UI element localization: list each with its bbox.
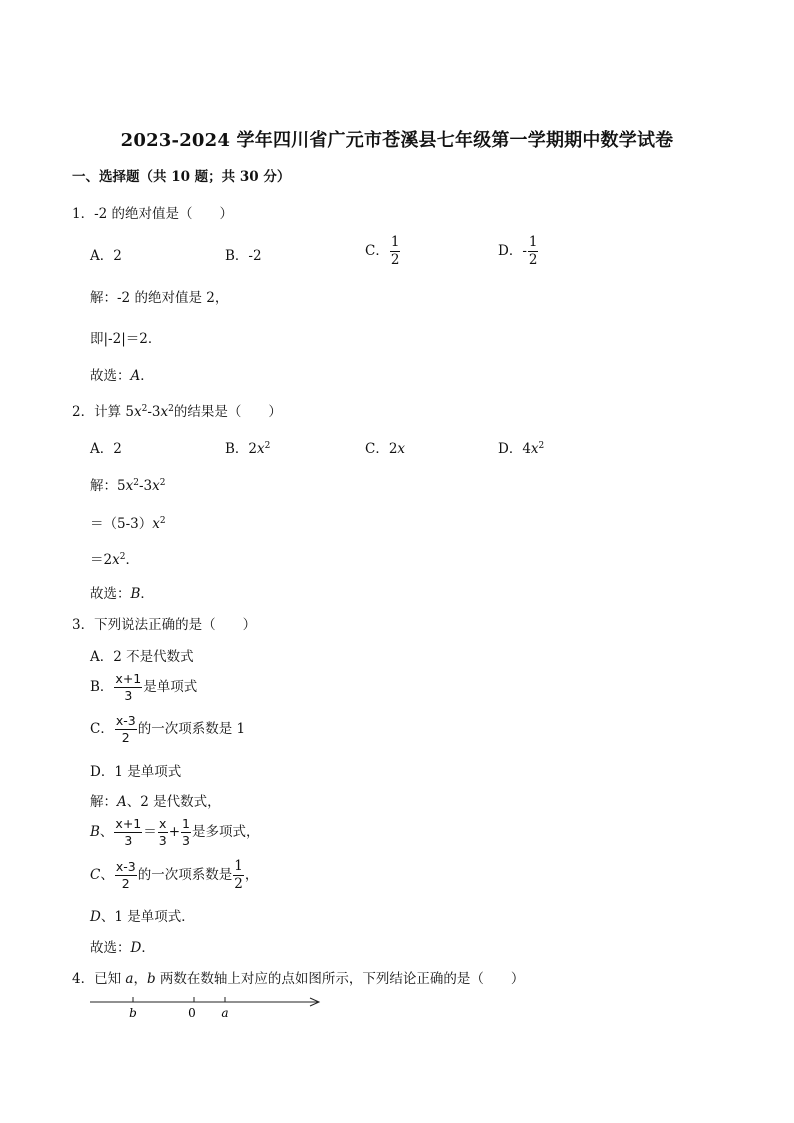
text: ．	[125, 552, 139, 568]
text: ，	[244, 867, 259, 883]
text: 两数在数轴上对应的点如图所示，下列结论正确的是（ ）	[155, 971, 525, 987]
fraction	[233, 860, 244, 891]
option-label: B．	[90, 679, 114, 695]
label-b: b	[129, 1006, 137, 1020]
question-3-stem: 3．下列说法正确的是（ ）	[72, 617, 257, 633]
q3-option-d: D．1 是单项式	[90, 764, 182, 780]
variable: x	[152, 478, 160, 494]
fraction-numerator: 1	[182, 816, 190, 831]
text: 、	[99, 824, 114, 840]
text: 解：5	[90, 478, 126, 494]
fraction-denominator: 3	[124, 832, 133, 848]
q1-option-a: A．2	[90, 248, 122, 264]
answer-suffix: ．	[140, 368, 154, 384]
text: 是单项式	[143, 679, 198, 695]
q2-solution-line-1	[90, 474, 165, 494]
fraction-numerator: x	[159, 816, 167, 831]
q3-option-c	[90, 715, 245, 744]
exponent: 2	[159, 478, 166, 488]
option-label: C．2	[365, 441, 398, 457]
fraction-denominator: 3	[124, 687, 133, 703]
page-title: 2023-2024 学年四川省广元市苍溪县七年级第一学期期中数学试卷	[120, 130, 674, 151]
exponent: 2	[168, 404, 174, 414]
variable: x	[397, 441, 406, 457]
q1-solution-line-2: 即|-2|＝2．	[90, 331, 162, 347]
answer-prefix: 故选：	[90, 940, 131, 956]
label-zero: 0	[188, 1006, 196, 1020]
q3-solution-line-3	[90, 860, 258, 891]
q2-solution-line-2	[90, 512, 166, 532]
answer-choice: D	[130, 940, 142, 956]
text: 的一次项系数是	[137, 867, 233, 883]
number-line-figure	[88, 992, 328, 1022]
fraction-denominator: 2	[121, 875, 130, 891]
answer-prefix: 故选：	[90, 368, 131, 384]
fraction	[158, 818, 168, 847]
fraction	[528, 236, 539, 267]
q2-option-d	[498, 437, 544, 457]
q1-option-d	[498, 236, 539, 267]
q3-solution-line-2	[90, 818, 259, 847]
stem-prefix: 2．计算 5	[72, 404, 134, 420]
text: 、1 是单项式．	[100, 909, 195, 925]
fraction-denominator: 2	[234, 875, 243, 892]
label-a: a	[221, 1006, 229, 1020]
fraction-denominator: 3	[182, 832, 190, 848]
fraction-numerator: 1	[234, 858, 243, 874]
fraction	[115, 861, 137, 890]
choice-letter: D	[90, 909, 101, 925]
question-1-stem: 1．-2 的绝对值是（ ）	[72, 206, 234, 222]
variable: x	[152, 516, 160, 532]
text: 、	[100, 867, 114, 883]
fraction	[115, 715, 137, 744]
text: ＝	[143, 824, 157, 840]
text: +	[168, 824, 181, 840]
answer-choice: A	[130, 368, 141, 384]
q3-solution-line-1	[90, 790, 221, 810]
stem-mid: -3	[147, 404, 161, 420]
exponent: 2	[159, 516, 166, 526]
choice-letter: A	[117, 794, 127, 810]
q3-option-b	[90, 673, 197, 702]
text: 4．已知	[72, 971, 126, 987]
fraction-denominator: 3	[158, 832, 167, 848]
text: -3	[138, 478, 153, 494]
text: 解：	[90, 794, 117, 810]
exponent: 2	[264, 441, 271, 451]
fraction-numerator: x-3	[115, 859, 136, 874]
q2-option-b	[225, 437, 270, 457]
exponent: 2	[133, 478, 139, 488]
text: 是多项式，	[191, 824, 260, 840]
fraction-denominator: 2	[390, 251, 400, 268]
fraction	[390, 236, 401, 267]
fraction	[114, 818, 142, 847]
variable: x	[125, 478, 134, 494]
variable: x	[112, 552, 120, 568]
fraction	[181, 818, 191, 847]
q1-option-b: B．-2	[225, 248, 262, 264]
q1-answer	[90, 364, 154, 384]
variable: x	[257, 441, 265, 457]
fraction-denominator: 2	[528, 251, 538, 268]
exponent: 2	[119, 552, 126, 562]
question-2-stem	[72, 400, 282, 420]
fraction-numerator: x+1	[115, 671, 142, 686]
variable: x	[133, 404, 142, 420]
fraction-denominator: 2	[121, 729, 130, 745]
stem-suffix: 的结果是（ ）	[173, 404, 282, 420]
q2-solution-line-3	[90, 548, 139, 568]
option-label: B．2	[225, 441, 258, 457]
section-heading: 一、选择题（共 10 题；共 30 分）	[72, 169, 291, 185]
q3-solution-line-4	[90, 905, 195, 925]
text: ＝2	[90, 552, 113, 568]
question-4-stem	[72, 967, 524, 987]
text: 、2 是代数式，	[126, 794, 221, 810]
fraction-numerator: x+1	[115, 816, 142, 831]
variable: x	[530, 441, 539, 457]
q3-option-a: A．2 不是代数式	[90, 649, 194, 665]
fraction	[114, 673, 142, 702]
fraction-numerator: x-3	[115, 713, 136, 728]
fraction-numerator: 1	[528, 234, 538, 250]
answer-suffix: ．	[141, 940, 155, 956]
variable: b	[146, 971, 156, 987]
fraction-numerator: 1	[390, 234, 400, 250]
text: 的一次项系数是 1	[137, 721, 246, 737]
text: ，	[133, 971, 147, 987]
exponent: 2	[141, 404, 148, 414]
text: ＝（5-3）	[90, 516, 153, 532]
q1-solution-line-1: 解：-2 的绝对值是 2，	[90, 290, 229, 306]
answer-choice: B	[130, 586, 141, 602]
q2-answer	[90, 582, 154, 602]
q1-option-d-label: D．-	[498, 243, 527, 259]
q2-option-c	[365, 437, 405, 457]
option-label: C．	[90, 721, 114, 737]
q3-answer	[90, 936, 155, 956]
q1-option-c	[365, 236, 401, 267]
q1-option-c-label: C．	[365, 243, 389, 259]
variable: x	[160, 404, 169, 420]
answer-prefix: 故选：	[90, 586, 131, 602]
exponent: 2	[538, 441, 545, 451]
q2-option-a: A．2	[90, 441, 122, 457]
choice-letter: B	[90, 824, 100, 840]
variable: a	[125, 971, 134, 987]
choice-letter: C	[90, 867, 101, 883]
answer-suffix: ．	[140, 586, 154, 602]
option-label: D．4	[498, 441, 531, 457]
